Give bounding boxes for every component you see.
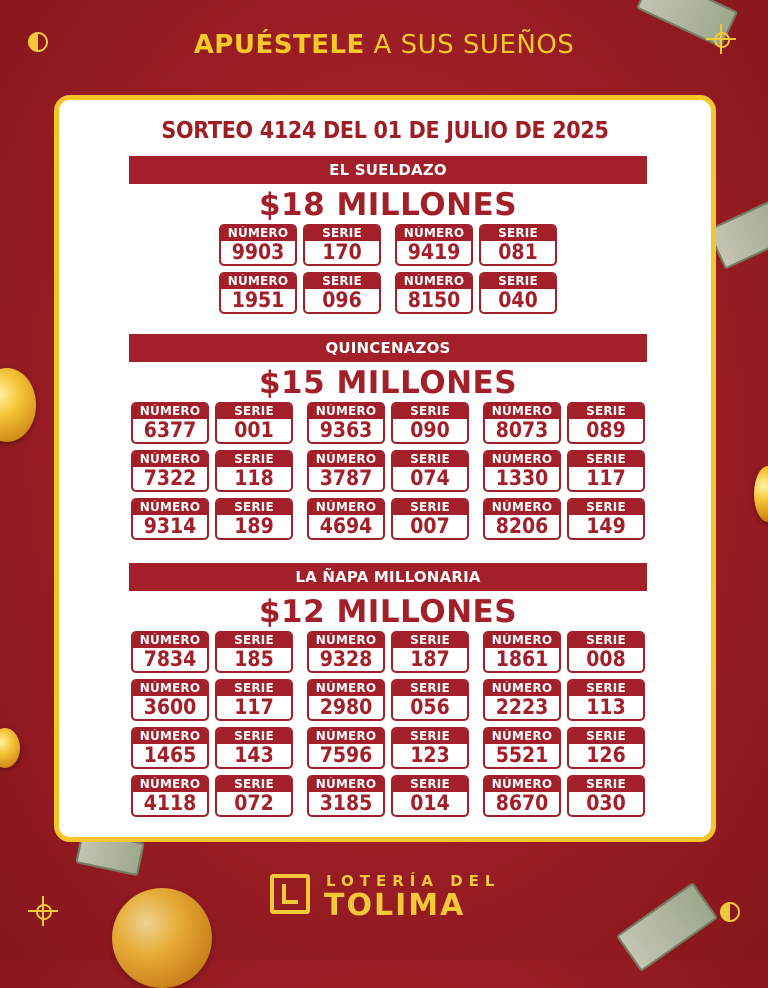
numero-label: NÚMERO	[485, 777, 559, 792]
serie-value: 185	[234, 647, 274, 671]
numero-label: NÚMERO	[309, 633, 383, 648]
numero-value: 7322	[143, 466, 197, 490]
serie-tile	[215, 775, 293, 817]
numero-value: 6377	[143, 418, 197, 442]
numero-value: 9903	[231, 240, 285, 264]
serie-value: 113	[586, 695, 626, 719]
serie-value: 126	[586, 743, 626, 767]
numero-label: NÚMERO	[309, 777, 383, 792]
serie-value: 072	[234, 791, 274, 815]
serie-label: SERIE	[481, 226, 555, 241]
serie-value: 189	[234, 514, 274, 538]
serie-tile	[391, 498, 469, 540]
numero-label: NÚMERO	[221, 226, 295, 241]
numero-value: 8073	[495, 418, 549, 442]
numero-value: 3787	[319, 466, 373, 490]
serie-value: 081	[498, 240, 538, 264]
serie-label: SERIE	[393, 681, 467, 696]
serie-label: SERIE	[217, 729, 291, 744]
numero-value: 2223	[495, 695, 549, 719]
serie-label: SERIE	[569, 452, 643, 467]
numero-label: NÚMERO	[485, 452, 559, 467]
serie-value: 096	[322, 288, 362, 312]
numero-tile	[131, 402, 209, 444]
numero-value: 1465	[143, 743, 197, 767]
serie-value: 123	[410, 743, 450, 767]
numero-value: 7834	[143, 647, 197, 671]
serie-label: SERIE	[305, 274, 379, 289]
serie-label: SERIE	[217, 681, 291, 696]
numero-value: 3600	[143, 695, 197, 719]
numero-label: NÚMERO	[397, 226, 471, 241]
numero-value: 2980	[319, 695, 373, 719]
serie-value: 170	[322, 240, 362, 264]
serie-label: SERIE	[393, 500, 467, 515]
coin-left-small	[0, 728, 20, 768]
serie-value: 040	[498, 288, 538, 312]
loteria-tolima-logo	[270, 872, 510, 924]
section-name: QUINCENAZOS	[129, 334, 647, 362]
serie-label: SERIE	[305, 226, 379, 241]
section-sueldazo	[129, 156, 647, 312]
numero-value: 9419	[407, 240, 461, 264]
serie-value: 089	[586, 418, 626, 442]
serie-label: SERIE	[217, 633, 291, 648]
serie-tile	[215, 450, 293, 492]
serie-label: SERIE	[393, 633, 467, 648]
numero-value: 7596	[319, 743, 373, 767]
numero-label: NÚMERO	[133, 452, 207, 467]
prize-amount: $12 MILLONES	[258, 594, 518, 630]
numero-tile	[483, 679, 561, 721]
serie-value: 001	[234, 418, 274, 442]
serie-tile	[391, 450, 469, 492]
numero-tile	[307, 450, 385, 492]
serie-tile	[391, 727, 469, 769]
numero-tile	[483, 450, 561, 492]
numero-tile	[131, 498, 209, 540]
serie-value: 008	[586, 647, 626, 671]
numero-value: 4118	[143, 791, 197, 815]
numero-tile	[483, 498, 561, 540]
numero-tile	[131, 679, 209, 721]
numero-label: NÚMERO	[133, 681, 207, 696]
coin-right	[754, 466, 768, 522]
numero-label: NÚMERO	[133, 500, 207, 515]
serie-tile	[567, 631, 645, 673]
numero-value: 8670	[495, 791, 549, 815]
numero-tile	[307, 727, 385, 769]
numero-label: NÚMERO	[133, 729, 207, 744]
numero-label: NÚMERO	[133, 633, 207, 648]
numero-tile	[483, 727, 561, 769]
serie-tile	[567, 450, 645, 492]
serie-tile	[391, 631, 469, 673]
serie-tile	[215, 631, 293, 673]
serie-label: SERIE	[481, 274, 555, 289]
numero-label: NÚMERO	[133, 777, 207, 792]
numero-tile	[483, 775, 561, 817]
numero-tile	[483, 631, 561, 673]
numero-tile	[395, 272, 473, 314]
draw-title: SORTEO 4124 DEL 01 DE JULIO DE 2025	[161, 118, 609, 144]
serie-tile	[303, 224, 381, 266]
numero-value: 1951	[231, 288, 285, 312]
logo-mark-icon	[270, 874, 318, 920]
numero-label: NÚMERO	[309, 729, 383, 744]
numero-value: 8206	[495, 514, 549, 538]
numero-value: 3185	[319, 791, 373, 815]
coin-bottom	[112, 888, 212, 988]
prize-amount: $15 MILLONES	[258, 365, 518, 401]
serie-label: SERIE	[393, 777, 467, 792]
banknote-bottom-right	[616, 882, 718, 972]
numero-label: NÚMERO	[485, 633, 559, 648]
serie-tile	[567, 402, 645, 444]
serie-value: 117	[586, 466, 626, 490]
serie-tile	[215, 402, 293, 444]
serie-label: SERIE	[217, 500, 291, 515]
numero-tile	[219, 224, 297, 266]
results-card	[54, 95, 716, 842]
numero-tile	[483, 402, 561, 444]
numero-value: 9328	[319, 647, 373, 671]
numero-label: NÚMERO	[485, 681, 559, 696]
numero-tile	[307, 498, 385, 540]
serie-label: SERIE	[569, 681, 643, 696]
moon-icon-bottom-right	[720, 902, 740, 922]
serie-tile	[215, 679, 293, 721]
numero-label: NÚMERO	[309, 500, 383, 515]
serie-tile	[479, 224, 557, 266]
numero-label: NÚMERO	[485, 404, 559, 419]
numero-tile	[131, 775, 209, 817]
numero-value: 4694	[319, 514, 373, 538]
serie-tile	[567, 727, 645, 769]
coin-left	[0, 368, 36, 442]
serie-tile	[303, 272, 381, 314]
serie-value: 090	[410, 418, 450, 442]
numero-tile	[131, 727, 209, 769]
numero-tile	[307, 775, 385, 817]
numero-label: NÚMERO	[485, 729, 559, 744]
serie-tile	[391, 775, 469, 817]
numero-label: NÚMERO	[309, 681, 383, 696]
section-name: LA ÑAPA MILLONARIA	[129, 563, 647, 591]
prize-amount: $18 MILLONES	[258, 187, 518, 223]
numero-label: NÚMERO	[221, 274, 295, 289]
headline-bold: APUÉSTELE	[193, 30, 365, 60]
numero-tile	[307, 631, 385, 673]
logo-line1: LOTERÍA DEL	[326, 872, 501, 890]
serie-value: 117	[234, 695, 274, 719]
numero-value: 8150	[407, 288, 461, 312]
numero-label: NÚMERO	[397, 274, 471, 289]
serie-value: 143	[234, 743, 274, 767]
numero-value: 5521	[495, 743, 549, 767]
serie-label: SERIE	[217, 452, 291, 467]
numero-label: NÚMERO	[309, 452, 383, 467]
serie-value: 056	[410, 695, 450, 719]
serie-label: SERIE	[569, 404, 643, 419]
serie-value: 007	[410, 514, 450, 538]
serie-tile	[215, 498, 293, 540]
serie-value: 187	[410, 647, 450, 671]
numero-label: NÚMERO	[485, 500, 559, 515]
numero-value: 9314	[143, 514, 197, 538]
serie-label: SERIE	[569, 729, 643, 744]
serie-tile	[479, 272, 557, 314]
serie-tile	[567, 679, 645, 721]
numero-tile	[307, 402, 385, 444]
headline	[0, 30, 768, 60]
serie-value: 074	[410, 466, 450, 490]
serie-label: SERIE	[217, 404, 291, 419]
numero-tile	[131, 450, 209, 492]
numero-tile	[131, 631, 209, 673]
serie-value: 014	[410, 791, 450, 815]
serie-tile	[391, 679, 469, 721]
sparkle-icon-bottom-left	[28, 896, 58, 926]
serie-tile	[391, 402, 469, 444]
serie-label: SERIE	[393, 729, 467, 744]
serie-label: SERIE	[217, 777, 291, 792]
numero-value: 9363	[319, 418, 373, 442]
serie-tile	[215, 727, 293, 769]
serie-label: SERIE	[393, 404, 467, 419]
numero-value: 1861	[495, 647, 549, 671]
headline-rest: A SUS SUEÑOS	[364, 30, 575, 60]
serie-label: SERIE	[569, 777, 643, 792]
numero-label: NÚMERO	[133, 404, 207, 419]
serie-value: 030	[586, 791, 626, 815]
serie-label: SERIE	[393, 452, 467, 467]
section-name: EL SUELDAZO	[129, 156, 647, 184]
numero-value: 1330	[495, 466, 549, 490]
numero-tile	[219, 272, 297, 314]
serie-tile	[567, 775, 645, 817]
logo-line2: TOLIMA	[324, 888, 466, 923]
serie-value: 118	[234, 466, 274, 490]
numero-tile	[307, 679, 385, 721]
serie-value: 149	[586, 514, 626, 538]
section-quincenazos	[129, 334, 647, 538]
serie-label: SERIE	[569, 500, 643, 515]
section-napa-millonaria	[129, 563, 647, 815]
numero-label: NÚMERO	[309, 404, 383, 419]
serie-tile	[567, 498, 645, 540]
numero-tile	[395, 224, 473, 266]
serie-label: SERIE	[569, 633, 643, 648]
